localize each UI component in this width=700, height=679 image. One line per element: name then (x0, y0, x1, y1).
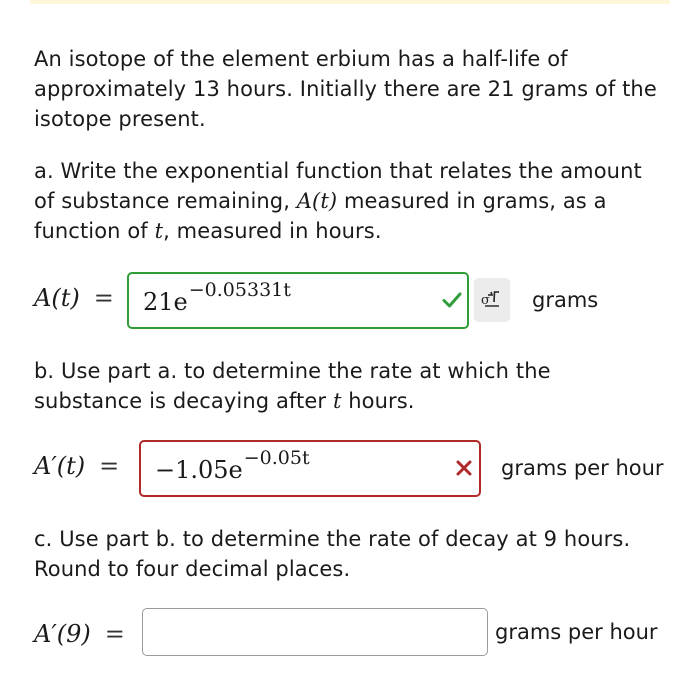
part-a-text-after: , measured in hours. (163, 219, 382, 243)
part-b-text-after: hours. (341, 389, 415, 413)
part-a-answer-input[interactable] (127, 272, 469, 329)
part-a-text-before: a. Write the exponential function that relates the amount of substance remaining, (34, 159, 642, 213)
part-c-lhs (34, 620, 125, 648)
part-a-prompt (34, 156, 664, 246)
part-b-answer-exponent: −0.05t (243, 447, 310, 469)
part-b-equals: = (99, 452, 120, 480)
part-a-lhs (34, 284, 114, 312)
part-a-answer-base: 21e (143, 288, 188, 316)
part-b-math-var: t (332, 389, 342, 413)
part-a-unit: grams (532, 288, 599, 312)
part-b-answer-base: −1.05e (155, 456, 243, 484)
math-keyboard-button[interactable] (474, 278, 510, 322)
part-a-text-middle: measured in grams, as a function of (34, 189, 607, 243)
part-c-unit: grams per hour (495, 620, 658, 644)
part-c-lhs-expr: A′(9) (34, 620, 91, 648)
part-a-answer-exponent: −0.05331t (188, 279, 291, 301)
part-a-equals: = (93, 284, 114, 312)
part-b-answer-input[interactable] (139, 440, 481, 497)
part-b-prompt (34, 356, 664, 416)
math-keyboard-icon (480, 288, 504, 312)
part-b-text-before: b. Use part a. to determine the rate at which the substance is decaying after (34, 359, 551, 413)
part-c-answer-input[interactable] (142, 608, 488, 656)
part-a-answer-value (143, 279, 291, 316)
part-a-lhs-expr: A(t) (34, 284, 80, 312)
x-mark-icon (453, 457, 475, 479)
part-a-math-var: t (154, 219, 164, 243)
checkmark-icon (441, 289, 463, 311)
part-c-equals: = (104, 620, 125, 648)
top-highlight-bar (30, 0, 670, 4)
problem-intro: An isotope of the element erbium has a half-life of approximately 13 hours. Initially there are 21 grams of the isotope present. (34, 47, 657, 131)
part-b-lhs (34, 452, 119, 480)
svg-text:σ: σ (481, 293, 490, 308)
part-b-unit: grams per hour (501, 456, 664, 480)
part-b-answer-value (155, 447, 310, 484)
part-a-math-func: A(t) (296, 189, 338, 213)
part-c-prompt: c. Use part b. to determine the rate of decay at 9 hours. Round to four decimal places. (34, 527, 631, 581)
part-b-lhs-expr: A′(t) (34, 452, 86, 480)
